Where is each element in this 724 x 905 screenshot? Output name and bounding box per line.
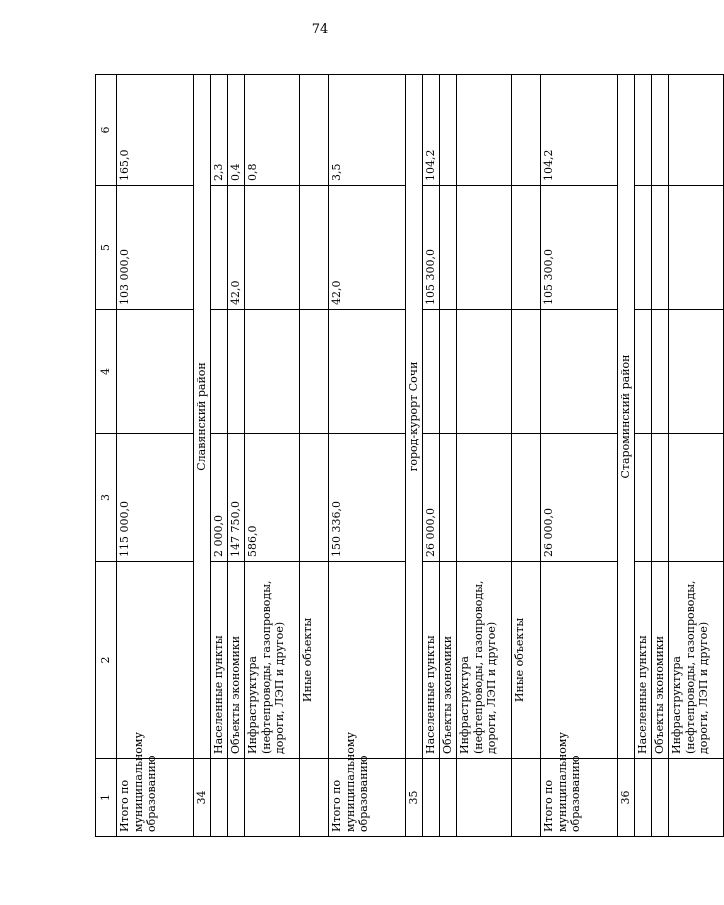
row-num-empty xyxy=(210,759,227,837)
row-c3 xyxy=(511,434,540,562)
row-num-empty xyxy=(511,759,540,837)
row-c6 xyxy=(634,75,651,186)
row-c6 xyxy=(439,75,456,186)
total-value-c5: 105 300,0 xyxy=(540,186,617,310)
row-c3 xyxy=(299,434,328,562)
section-number: 34 xyxy=(193,759,210,837)
row-label: Населенные пункты xyxy=(422,562,439,759)
section-number: 35 xyxy=(405,759,422,837)
total-row xyxy=(328,75,405,837)
section-title: Славянский район xyxy=(193,75,210,759)
row-c5 xyxy=(511,186,540,310)
rotated-table-container xyxy=(95,75,711,837)
row-num-empty xyxy=(227,759,244,837)
row-c3 xyxy=(456,434,511,562)
row-label: Объекты экономики xyxy=(651,562,668,759)
row-c5 xyxy=(456,186,511,310)
total-value-c4 xyxy=(540,310,617,434)
total-value-c3: 26 000,0 xyxy=(540,434,617,562)
header-row xyxy=(96,75,117,837)
row-label: Инфраструктура (нефтепроводы, газопроводы, дороги, ЛЭП и другое) xyxy=(456,562,511,759)
table-row xyxy=(634,75,651,837)
row-num-empty xyxy=(244,759,299,837)
row-c4 xyxy=(210,310,227,434)
total-empty xyxy=(116,562,193,759)
table-row xyxy=(651,75,668,837)
total-value-c5: 103 000,0 xyxy=(116,186,193,310)
row-label: Иные объекты xyxy=(511,562,540,759)
total-row xyxy=(540,75,617,837)
section-row xyxy=(193,75,210,837)
row-c6: 0,8 xyxy=(244,75,299,186)
row-c6 xyxy=(511,75,540,186)
section-number: 36 xyxy=(617,759,634,837)
row-c3 xyxy=(651,434,668,562)
row-num-empty xyxy=(651,759,668,837)
row-num-empty xyxy=(634,759,651,837)
section-row xyxy=(405,75,422,837)
row-c4 xyxy=(668,310,723,434)
section-title: Староминский район xyxy=(617,75,634,759)
row-c6 xyxy=(668,75,723,186)
total-value-c4 xyxy=(328,310,405,434)
row-c4 xyxy=(511,310,540,434)
row-c5 xyxy=(634,186,651,310)
row-c5 xyxy=(210,186,227,310)
row-c4 xyxy=(456,310,511,434)
total-empty xyxy=(328,562,405,759)
table-row xyxy=(439,75,456,837)
header-col-5: 5 xyxy=(96,186,117,310)
header-col-3: 3 xyxy=(96,434,117,562)
page-number: 74 xyxy=(311,22,329,37)
table-row xyxy=(244,75,299,837)
section-row xyxy=(617,75,634,837)
table-row xyxy=(422,75,439,837)
row-c5 xyxy=(244,186,299,310)
total-value-c6: 3,5 xyxy=(328,75,405,186)
row-c5: 42,0 xyxy=(227,186,244,310)
row-c6 xyxy=(299,75,328,186)
row-label: Населенные пункты xyxy=(634,562,651,759)
total-label: Итого по муниципальному образованию xyxy=(328,759,405,837)
row-c6: 104,2 xyxy=(422,75,439,186)
total-label: Итого по муниципальному образованию xyxy=(116,759,193,837)
total-row xyxy=(116,75,193,837)
table-row xyxy=(299,75,328,837)
table-viewport xyxy=(95,75,711,837)
section-title: город-курорт Сочи xyxy=(405,75,422,759)
row-c3 xyxy=(439,434,456,562)
total-value-c6: 165,0 xyxy=(116,75,193,186)
row-c3 xyxy=(668,434,723,562)
row-c6: 2,3 xyxy=(210,75,227,186)
total-value-c5: 42,0 xyxy=(328,186,405,310)
row-c3: 147 750,0 xyxy=(227,434,244,562)
row-c5 xyxy=(651,186,668,310)
row-c6: 0,4 xyxy=(227,75,244,186)
row-c5: 105 300,0 xyxy=(422,186,439,310)
table-row xyxy=(511,75,540,837)
row-label: Объекты экономики xyxy=(439,562,456,759)
total-value-c3: 150 336,0 xyxy=(328,434,405,562)
row-num-empty xyxy=(422,759,439,837)
row-c4 xyxy=(244,310,299,434)
row-c4 xyxy=(439,310,456,434)
header-col-2: 2 xyxy=(96,562,117,759)
row-c3 xyxy=(634,434,651,562)
row-c5 xyxy=(299,186,328,310)
row-num-empty xyxy=(668,759,723,837)
header-col-1: 1 xyxy=(96,759,117,837)
row-c4 xyxy=(299,310,328,434)
row-c3: 2 000,0 xyxy=(210,434,227,562)
total-value-c6: 104,2 xyxy=(540,75,617,186)
row-num-empty xyxy=(439,759,456,837)
damage-table xyxy=(95,74,724,837)
row-c3: 586,0 xyxy=(244,434,299,562)
total-label: Итого по муниципальному образованию xyxy=(540,759,617,837)
row-num-empty xyxy=(456,759,511,837)
table-row xyxy=(456,75,511,837)
total-value-c3: 115 000,0 xyxy=(116,434,193,562)
row-c4 xyxy=(422,310,439,434)
row-c5 xyxy=(439,186,456,310)
row-c4 xyxy=(227,310,244,434)
row-c6 xyxy=(456,75,511,186)
total-value-c4 xyxy=(116,310,193,434)
row-c5 xyxy=(668,186,723,310)
table-row xyxy=(227,75,244,837)
header-col-4: 4 xyxy=(96,310,117,434)
row-c4 xyxy=(634,310,651,434)
row-label: Населенные пункты xyxy=(210,562,227,759)
row-label: Инфраструктура (нефтепроводы, газопроводы, дороги, ЛЭП и другое) xyxy=(244,562,299,759)
header-col-6: 6 xyxy=(96,75,117,186)
table-row xyxy=(668,75,723,837)
row-c3: 26 000,0 xyxy=(422,434,439,562)
total-empty xyxy=(540,562,617,759)
row-c6 xyxy=(651,75,668,186)
row-c4 xyxy=(651,310,668,434)
row-label: Инфраструктура (нефтепроводы, газопроводы, дороги, ЛЭП и другое) xyxy=(668,562,723,759)
row-label: Иные объекты xyxy=(299,562,328,759)
table-row xyxy=(210,75,227,837)
row-num-empty xyxy=(299,759,328,837)
row-label: Объекты экономики xyxy=(227,562,244,759)
